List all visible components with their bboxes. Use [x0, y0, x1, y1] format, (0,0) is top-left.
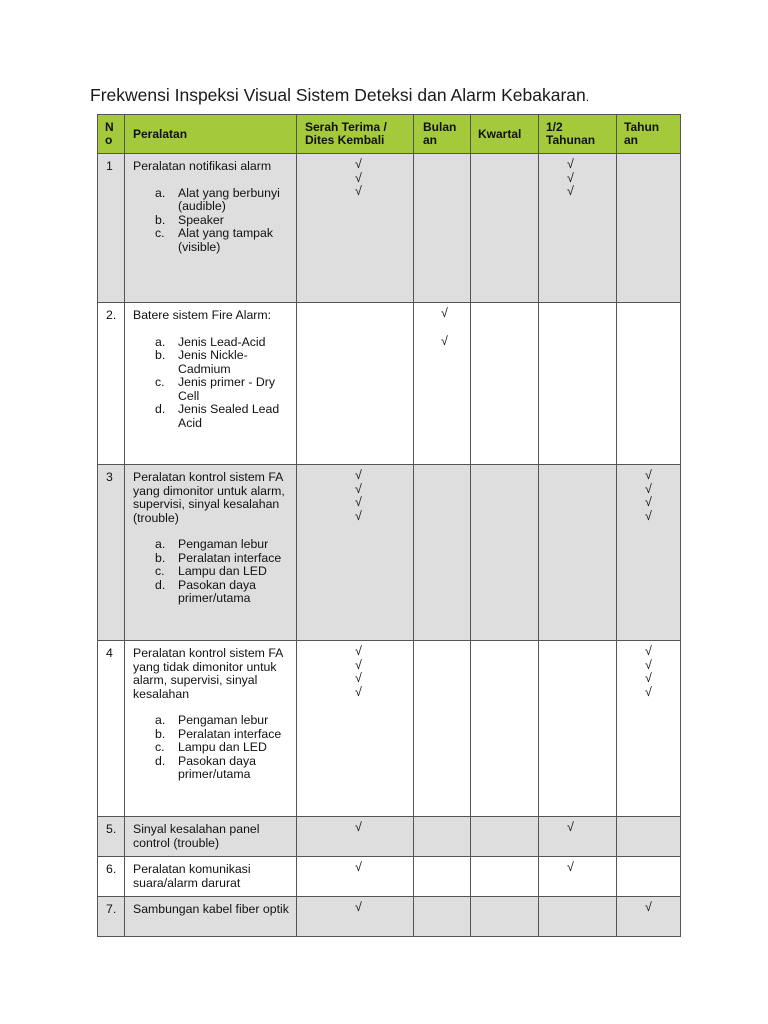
check-mark-icon: √ — [645, 481, 652, 496]
check-group — [617, 897, 680, 915]
check-group — [297, 817, 413, 835]
table-row — [98, 465, 681, 641]
tahunan-cell — [617, 857, 681, 897]
check-mark-icon: √ — [355, 184, 362, 198]
check-group — [539, 897, 616, 901]
table-row — [98, 817, 681, 857]
bulanan-cell — [414, 817, 471, 857]
inspection-table — [97, 114, 681, 937]
kwartal-cell — [471, 303, 539, 465]
check-group — [471, 817, 538, 821]
subitem-text: Lampu dan LED — [178, 564, 267, 578]
check-mark-icon: √ — [567, 157, 574, 171]
check-mark-icon: √ — [355, 657, 362, 672]
check-group — [297, 154, 413, 199]
bulanan-cell — [414, 641, 471, 817]
check-mark-icon: √ — [567, 184, 574, 198]
subitem — [133, 538, 292, 552]
check-mark-icon: √ — [355, 170, 362, 185]
row-number-cell — [98, 897, 125, 937]
row-number: 7. — [106, 902, 117, 916]
subitem-list — [133, 187, 292, 255]
check-group — [471, 897, 538, 901]
subitem-text: Pengaman lebur — [178, 537, 269, 551]
header-setengah-tahunan: 1/2 Tahunan — [539, 115, 617, 154]
equipment-desc — [125, 465, 296, 606]
check-group — [414, 641, 470, 645]
subitem — [133, 741, 292, 755]
check-mark-icon: √ — [355, 671, 362, 685]
check-group — [471, 465, 538, 469]
check-mark-icon: √ — [645, 900, 652, 914]
subitem-text: Lampu dan LED — [178, 740, 267, 754]
subitem — [133, 227, 292, 254]
check-group — [617, 817, 680, 821]
check-group — [617, 857, 680, 861]
equipment-cell — [125, 857, 297, 897]
table-row — [98, 641, 681, 817]
serah-terima-cell — [297, 857, 414, 897]
subitem-label: c. — [155, 564, 165, 578]
subitem-text: Jenis Nickle-Cadmium — [178, 348, 248, 376]
header-row — [98, 115, 681, 154]
subitem — [133, 728, 292, 742]
tahunan-cell — [617, 303, 681, 465]
subitem — [133, 565, 292, 579]
check-mark-icon: √ — [355, 468, 362, 482]
subitem-text: Speaker — [178, 212, 224, 227]
title-period: . — [585, 90, 590, 104]
check-group — [471, 857, 538, 861]
setengah-tahunan-cell — [539, 641, 617, 817]
setengah-tahunan-cell — [539, 154, 617, 303]
header-tahunan: Tahun an — [617, 115, 681, 154]
check-mark-icon: √ — [645, 468, 652, 482]
subitem — [133, 755, 292, 782]
equipment-desc — [125, 154, 296, 254]
equipment-title: Peralatan kontrol sistem FA yang dimonitor untuk alarm, supervisi, sinyal kesalahan (trouble) — [133, 470, 285, 525]
check-mark-icon: √ — [567, 170, 574, 185]
subitem-text: Pengaman lebur — [178, 713, 269, 727]
equipment-desc — [125, 817, 296, 850]
subitem-label: d. — [155, 577, 166, 592]
check-group — [414, 897, 470, 901]
check-mark-icon: √ — [645, 508, 652, 523]
subitem-text: Peralatan interface — [178, 726, 282, 741]
kwartal-cell — [471, 857, 539, 897]
check-mark-icon: √ — [355, 860, 362, 874]
subitem-list — [133, 538, 292, 606]
header-kwartal: Kwartal — [471, 115, 539, 154]
subitem-label: b. — [155, 212, 166, 227]
subitem — [133, 187, 292, 214]
setengah-tahunan-cell — [539, 465, 617, 641]
equipment-title: Peralatan kontrol sistem FA yang tidak dimonitor untuk alarm, supervisi, sinyal kesalahan — [133, 646, 283, 701]
subitem-label: c. — [155, 375, 165, 389]
check-group — [297, 641, 413, 699]
row-number-cell — [98, 857, 125, 897]
subitem — [133, 336, 292, 350]
header-bulanan: Bulan an — [414, 115, 471, 154]
serah-terima-cell — [297, 465, 414, 641]
row-number-cell — [98, 154, 125, 303]
subitem — [133, 579, 292, 606]
subitem — [133, 403, 292, 430]
title-text: Frekwensi Inspeksi Visual Sistem Deteksi dan Alarm Kebakaran — [90, 85, 586, 105]
document-title — [90, 85, 589, 106]
setengah-tahunan-cell — [539, 303, 617, 465]
bulanan-cell — [414, 857, 471, 897]
subitem-label: b. — [155, 726, 166, 741]
subitem-text: Pasokan daya primer/utama — [178, 753, 256, 781]
subitem-label: a. — [155, 537, 166, 551]
subitem-label: d. — [155, 753, 166, 768]
row-number: 4 — [106, 646, 113, 660]
equipment-desc — [125, 641, 296, 782]
check-mark-icon: √ — [441, 306, 448, 320]
check-group — [617, 641, 680, 699]
equipment-title: Peralatan notifikasi alarm — [133, 159, 272, 173]
subitem-label: b. — [155, 550, 166, 565]
equipment-cell — [125, 641, 297, 817]
row-number: 6. — [106, 862, 117, 876]
bulanan-cell — [414, 303, 471, 465]
tahunan-cell — [617, 154, 681, 303]
kwartal-cell — [471, 817, 539, 857]
kwartal-cell — [471, 154, 539, 303]
check-group — [539, 154, 616, 199]
setengah-tahunan-cell — [539, 897, 617, 937]
subitem — [133, 552, 292, 566]
check-group — [414, 817, 470, 821]
check-group — [539, 303, 616, 307]
check-group — [617, 154, 680, 158]
equipment-cell — [125, 303, 297, 465]
subitem-label: c. — [155, 740, 165, 754]
tahunan-cell — [617, 641, 681, 817]
subitem-label: b. — [155, 348, 166, 362]
check-mark-icon: √ — [567, 820, 574, 834]
header-no: N o — [98, 115, 125, 154]
check-group — [297, 897, 413, 915]
subitem-text: Pasokan daya primer/utama — [178, 577, 256, 605]
setengah-tahunan-cell — [539, 817, 617, 857]
check-mark-icon: √ — [645, 495, 652, 509]
equipment-title: Peralatan komunikasi suara/alarm darurat — [133, 862, 251, 890]
check-group — [617, 303, 680, 307]
check-mark-icon: √ — [355, 157, 362, 171]
equipment-title: Batere sistem Fire Alarm: — [133, 308, 272, 322]
check-group — [414, 303, 470, 348]
check-mark-icon: √ — [355, 481, 362, 496]
check-mark-icon: √ — [355, 508, 362, 523]
check-group — [539, 857, 616, 875]
table-row — [98, 303, 681, 465]
subitem-text: Peralatan interface — [178, 550, 282, 565]
check-group — [539, 641, 616, 645]
setengah-tahunan-cell — [539, 857, 617, 897]
header-serah-terima: Serah Terima / Dites Kembali — [297, 115, 414, 154]
tahunan-cell — [617, 897, 681, 937]
tahunan-cell — [617, 817, 681, 857]
check-group — [414, 857, 470, 861]
subitem-list — [133, 714, 292, 782]
row-number-cell — [98, 303, 125, 465]
check-group — [297, 303, 413, 307]
bulanan-cell — [414, 465, 471, 641]
table-row — [98, 897, 681, 937]
check-group — [539, 465, 616, 469]
subitem-text: Alat yang tampak (visible) — [178, 226, 274, 254]
subitem — [133, 214, 292, 228]
check-mark-icon: √ — [441, 333, 448, 348]
serah-terima-cell — [297, 303, 414, 465]
check-mark-icon: √ — [355, 900, 362, 914]
equipment-cell — [125, 465, 297, 641]
check-mark-icon: √ — [355, 644, 362, 658]
serah-terima-cell — [297, 154, 414, 303]
table-row — [98, 154, 681, 303]
row-number-cell — [98, 465, 125, 641]
row-number-cell — [98, 817, 125, 857]
table-row — [98, 857, 681, 897]
tahunan-cell — [617, 465, 681, 641]
subitem — [133, 714, 292, 728]
subitem-label: d. — [155, 402, 166, 416]
subitem-text: Jenis Sealed Lead Acid — [178, 402, 280, 430]
check-group — [297, 465, 413, 523]
serah-terima-cell — [297, 897, 414, 937]
equipment-desc — [125, 303, 296, 430]
row-number: 2. — [106, 308, 117, 322]
check-mark-icon: √ — [645, 644, 652, 658]
bulanan-cell — [414, 897, 471, 937]
subitem — [133, 376, 292, 403]
subitem-label: c. — [155, 226, 165, 240]
kwartal-cell — [471, 641, 539, 817]
row-number-cell — [98, 641, 125, 817]
serah-terima-cell — [297, 641, 414, 817]
check-group — [471, 154, 538, 158]
equipment-cell — [125, 897, 297, 937]
kwartal-cell — [471, 465, 539, 641]
subitem-label: a. — [155, 713, 166, 727]
bulanan-cell — [414, 154, 471, 303]
check-mark-icon: √ — [645, 671, 652, 685]
check-group — [414, 465, 470, 469]
equipment-desc — [125, 857, 296, 890]
header-peralatan: Peralatan — [125, 115, 297, 154]
check-group — [539, 817, 616, 835]
subitem-text: Jenis Lead-Acid — [178, 334, 266, 349]
check-group — [471, 303, 538, 307]
subitem-label: a. — [155, 185, 166, 200]
equipment-cell — [125, 154, 297, 303]
equipment-title: Sambungan kabel fiber optik — [133, 902, 289, 916]
check-group — [617, 465, 680, 523]
check-group — [471, 641, 538, 645]
subitem-list — [133, 336, 292, 431]
check-mark-icon: √ — [567, 860, 574, 874]
check-mark-icon: √ — [645, 657, 652, 672]
check-mark-icon: √ — [355, 495, 362, 509]
equipment-cell — [125, 817, 297, 857]
check-mark-icon: √ — [355, 684, 362, 699]
check-group — [297, 857, 413, 875]
check-group — [414, 154, 470, 158]
equipment-desc — [125, 897, 296, 917]
kwartal-cell — [471, 897, 539, 937]
subitem — [133, 349, 292, 376]
subitem-text: Jenis primer - Dry Cell — [178, 375, 276, 403]
row-number: 3 — [106, 470, 113, 484]
serah-terima-cell — [297, 817, 414, 857]
row-number: 1 — [106, 159, 113, 173]
equipment-title: Sinyal kesalahan panel control (trouble) — [133, 822, 260, 850]
check-mark-icon: √ — [355, 820, 362, 834]
check-mark-icon: √ — [645, 684, 652, 699]
subitem-text: Alat yang berbunyi (audible) — [178, 185, 280, 213]
subitem-label: a. — [155, 334, 166, 349]
row-number: 5. — [106, 822, 117, 836]
